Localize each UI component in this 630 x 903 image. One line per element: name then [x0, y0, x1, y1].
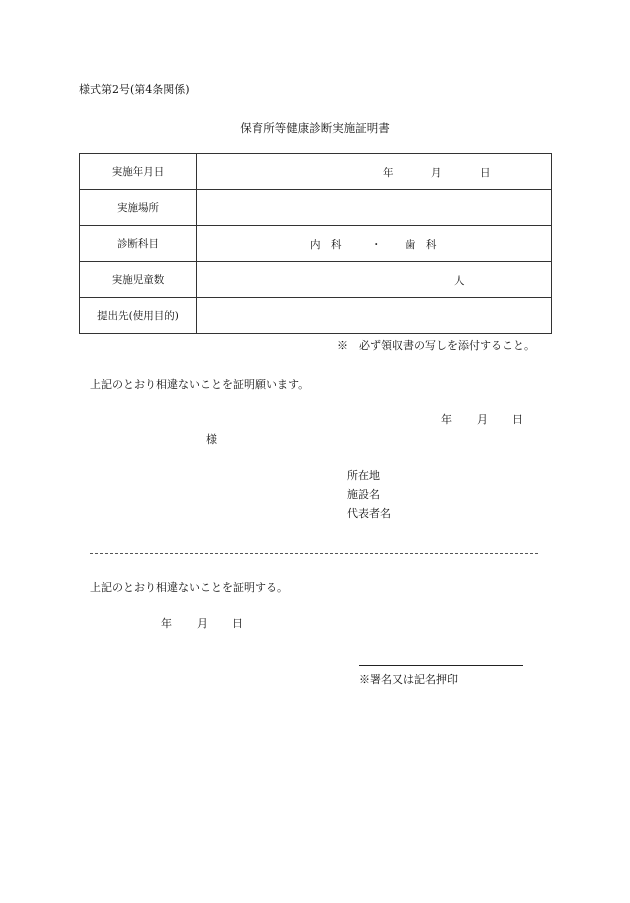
- table-row: [80, 154, 552, 190]
- addressee-suffix: 様: [206, 433, 217, 446]
- certification-month-label: 月: [197, 617, 208, 630]
- certification-statement: 上記のとおり相違ないことを証明する。: [90, 581, 288, 594]
- receipt-note: ※ 必ず領収書の写しを添付すること。: [337, 339, 535, 352]
- row-label-subject: 診断科目: [80, 226, 197, 262]
- row-label-submission: 提出先(使用目的): [80, 298, 197, 334]
- subject-dentistry[interactable]: 歯 科: [405, 239, 437, 251]
- subject-separator: ・: [371, 239, 382, 251]
- form-number-label: 様式第2号(第4条関係): [79, 83, 190, 96]
- facility-address-label: 所在地: [347, 469, 380, 482]
- row-label-children-count: 実施児童数: [80, 262, 197, 298]
- place-field[interactable]: [197, 190, 552, 226]
- certificate-table: [79, 153, 552, 334]
- submission-field[interactable]: [197, 298, 552, 334]
- date-field[interactable]: [197, 154, 552, 190]
- table-row: [80, 190, 552, 226]
- table-row: [80, 298, 552, 334]
- date-year-label: 年: [383, 167, 394, 179]
- request-day-label: 日: [512, 413, 523, 426]
- request-month-label: 月: [477, 413, 488, 426]
- row-label-date: 実施年月日: [80, 154, 197, 190]
- date-month-label: 月: [431, 167, 442, 179]
- subject-field[interactable]: [197, 226, 552, 262]
- cut-line-divider: [90, 553, 538, 554]
- date-day-label: 日: [480, 167, 491, 179]
- subject-internal-medicine[interactable]: 内 科: [310, 239, 342, 251]
- request-statement: 上記のとおり相違ないことを証明願います。: [90, 378, 310, 391]
- certification-year-label: 年: [161, 617, 172, 630]
- table-row: [80, 262, 552, 298]
- row-label-place: 実施場所: [80, 190, 197, 226]
- children-count-field[interactable]: [197, 262, 552, 298]
- certification-day-label: 日: [232, 617, 243, 630]
- signature-line[interactable]: [359, 665, 523, 666]
- table-row: [80, 226, 552, 262]
- request-year-label: 年: [441, 413, 452, 426]
- facility-name-label: 施設名: [347, 488, 380, 501]
- count-unit-label: 人: [454, 275, 465, 287]
- representative-label: 代表者名: [347, 507, 391, 520]
- signature-note: ※署名又は記名押印: [359, 673, 458, 686]
- document-title: 保育所等健康診断実施証明書: [240, 121, 390, 135]
